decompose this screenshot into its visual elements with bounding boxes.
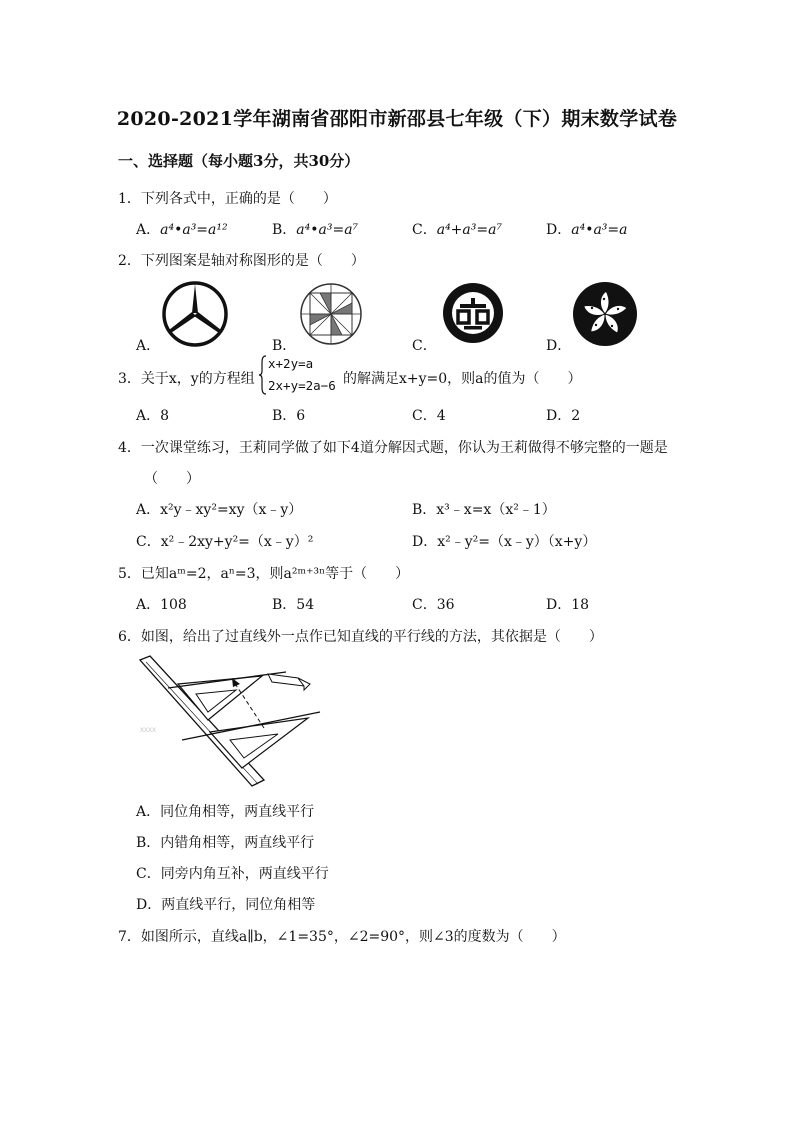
question-1-stem: 1．下列各式中，正确的是（ ） <box>118 191 337 207</box>
q5-option-d: D．18 <box>546 597 590 613</box>
q1-option-c: C．a⁴+a³=a⁷ <box>412 222 503 238</box>
q5-option-b: B．54 <box>272 597 315 613</box>
q3-option-b: B．6 <box>272 408 306 424</box>
q1-option-a: A．a⁴•a³=a¹² <box>136 222 228 238</box>
q2-option-b-label: B． <box>272 338 297 354</box>
pinwheel-figure <box>298 281 364 347</box>
q6-option-c: C．同旁内角互补，两直线平行 <box>136 866 329 882</box>
question-3-stem-suffix: 的解满足x+y=0，则a的值为（ ） <box>343 371 582 387</box>
q2-option-d-label: D． <box>546 338 572 354</box>
q3-option-a: A．8 <box>136 408 170 424</box>
svg-text:xxxx: xxxx <box>140 725 156 734</box>
q4-option-d: D．x²﹣y²=（x﹣y）（x+y） <box>412 534 597 550</box>
question-3-stem-prefix: 3．关于x，y的方程组 <box>118 371 255 387</box>
q6-option-a: A．同位角相等，两直线平行 <box>136 804 315 820</box>
q2-option-a-label: A． <box>136 338 161 354</box>
q5-option-a: A．108 <box>136 597 187 613</box>
q6-option-b: B．内错角相等，两直线平行 <box>136 835 315 851</box>
mercedes-star-figure <box>160 279 230 349</box>
q1-option-b: B．a⁴•a³=a⁷ <box>272 222 359 238</box>
q5-option-c: C．36 <box>412 597 455 613</box>
section-heading: 一、选择题（每小题3分，共30分） <box>118 152 360 170</box>
question-5-stem: 5．已知aᵐ=2，aⁿ=3，则a²ᵐ⁺³ⁿ等于（ ） <box>118 566 410 582</box>
q4-option-b: B．x³﹣x=x（x²﹣1） <box>412 502 556 518</box>
ruler-and-set-square-figure <box>138 654 323 787</box>
question-4-stem: 4．一次课堂练习，王莉同学做了如下4道分解因式题，你认为王莉做得不够完整的一题是 <box>118 440 668 456</box>
equation-2: 2x+y=2a−6 <box>268 378 336 393</box>
q2-option-c-label: C． <box>412 338 437 354</box>
page-title: 2020-2021学年湖南省邵阳市新邵县七年级（下）期末数学试卷 <box>116 108 678 130</box>
bauhinia-figure <box>572 281 638 347</box>
equation-1: x+2y=a <box>268 356 314 371</box>
q4-option-c: C．x²﹣2xy+y²=（x﹣y）² <box>136 534 314 550</box>
q4-option-a: A．x²y﹣xy²=xy（x﹣y） <box>136 502 303 518</box>
question-4-stem-cont: （ ） <box>144 471 200 487</box>
question-7-stem: 7．如图所示，直线a∥b，∠1=35°，∠2=90°，则∠3的度数为（ ） <box>118 929 566 945</box>
q3-option-d: D．2 <box>546 408 581 424</box>
question-2-stem: 2．下列图案是轴对称图形的是（ ） <box>118 253 365 269</box>
question-6-stem: 6．如图，给出了过直线外一点作已知直线的平行线的方法，其依据是（ ） <box>118 629 603 645</box>
q6-option-d: D．两直线平行，同位角相等 <box>136 897 316 913</box>
q1-option-d: D．a⁴•a³=a <box>546 222 628 238</box>
q3-option-c: C．4 <box>412 408 446 424</box>
emblem-figure <box>440 280 506 346</box>
